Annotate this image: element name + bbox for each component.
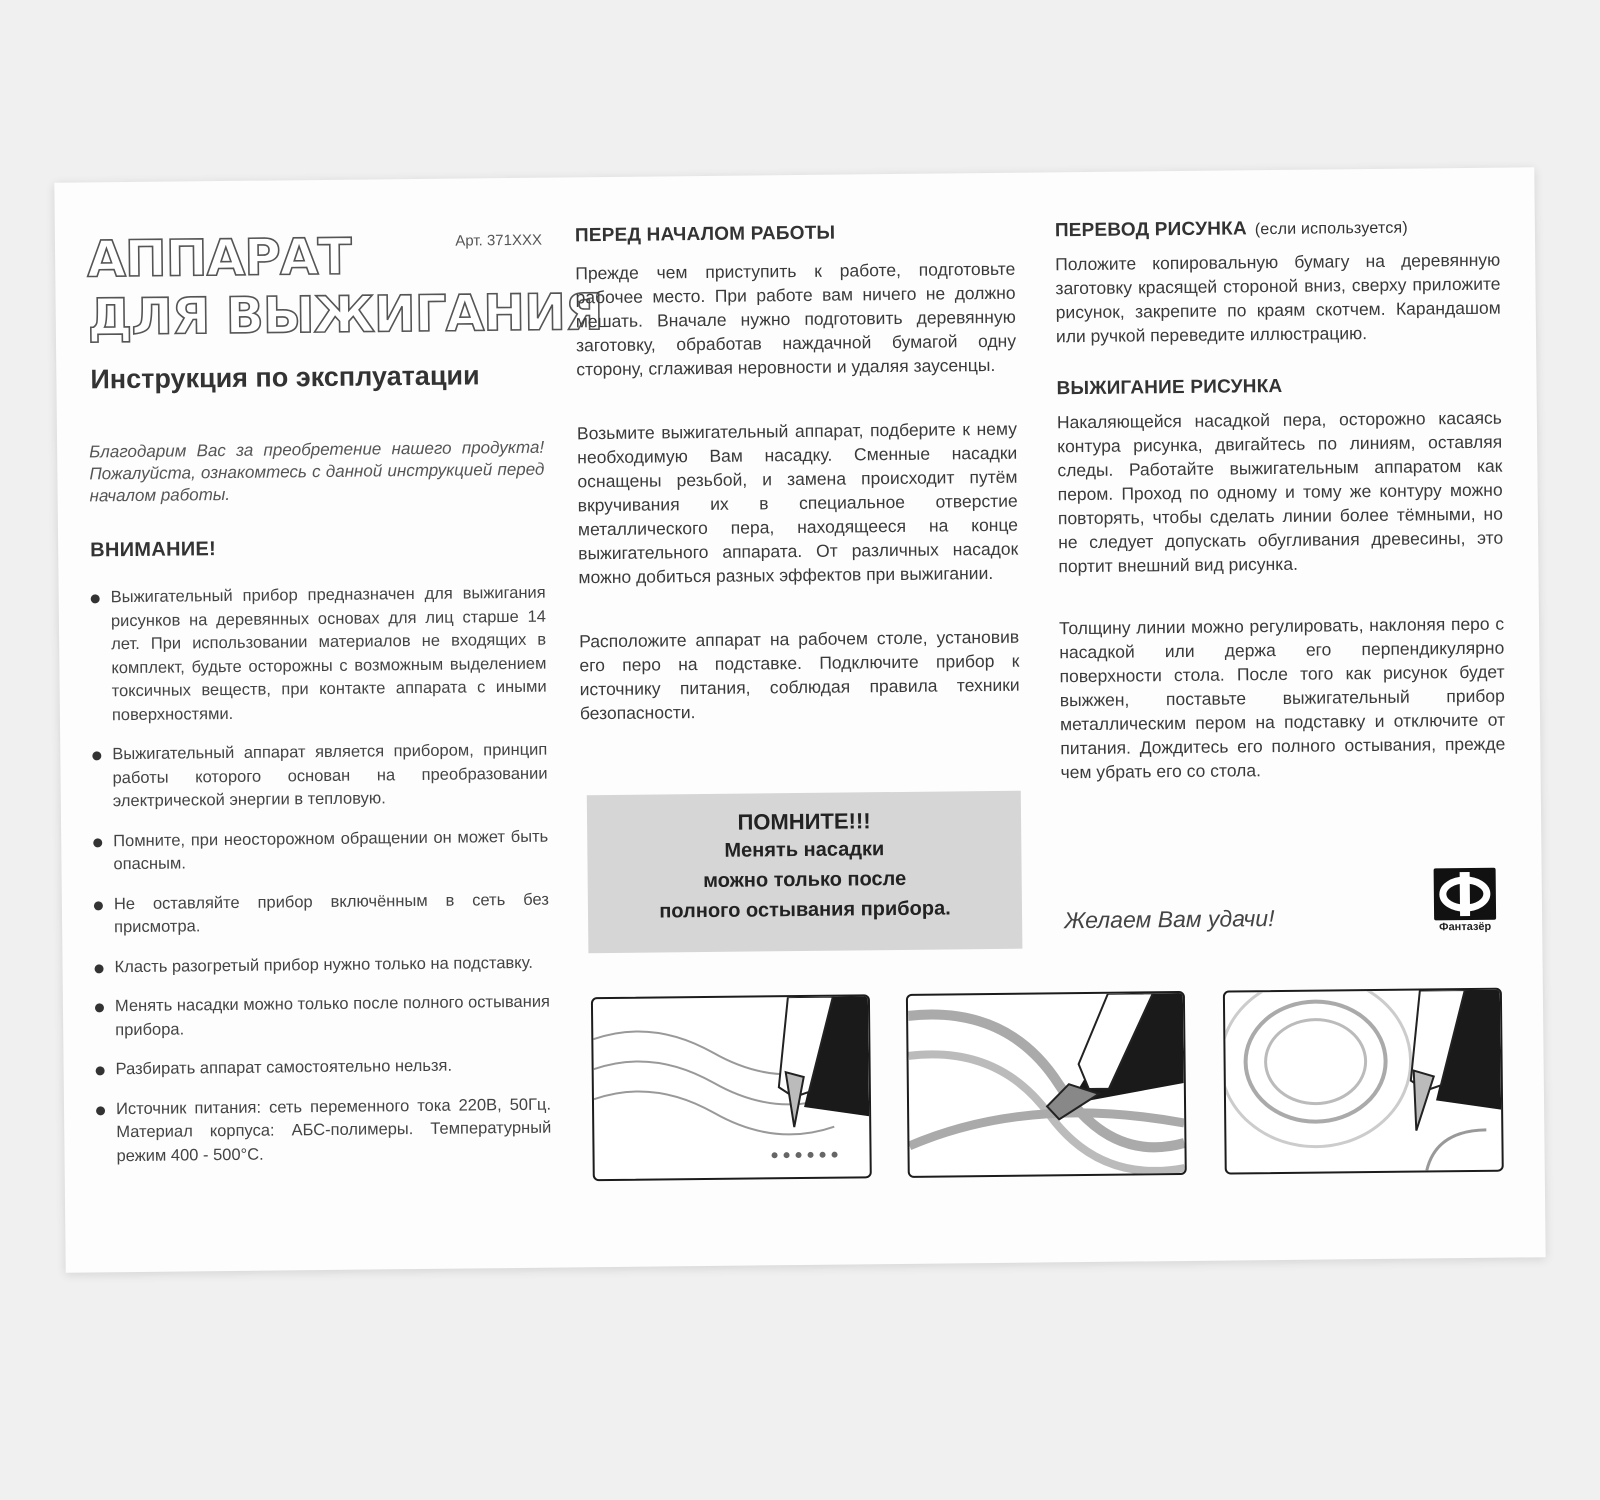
attention-item: Выжигательный прибор предназначен для выжигания рисунков на деревянных основах для лиц старше 14 лет. При использовании материалов не входящих в комплект, будьте осторожны с возможным выделением токсичных веществ, при контакте аппарата с иными поверхностями. bbox=[91, 582, 547, 728]
attention-item: Помните, при неосторожном обращении он может быть опасным. bbox=[93, 825, 548, 877]
brand-logo bbox=[1432, 868, 1499, 934]
title-line-2: ДЛЯ ВЫЖИГАНИЯ bbox=[87, 283, 603, 347]
article-number: Арт. 371XXX bbox=[455, 231, 543, 250]
pen-drawing-waves-icon bbox=[593, 996, 870, 1179]
subtitle: Инструкция по эксплуатации bbox=[90, 360, 480, 395]
transfer-heading-text: ПЕРЕВОД РИСУНКА bbox=[1054, 218, 1247, 242]
right-column bbox=[1054, 168, 1506, 934]
transfer-paragraph: Положите копировальную бумагу на деревянную заготовку красящей стороной вниз, сверху приложите рисунок, закрепите по краям скотчем. Карандашом или ручкой переведите иллюстрацию. bbox=[1055, 249, 1501, 347]
instruction-sheet bbox=[54, 167, 1545, 1272]
attention-item: Класть разогретый прибор нужно только на подставку. bbox=[94, 951, 549, 979]
left-column bbox=[86, 178, 603, 1185]
attention-heading: ВНИМАНИЕ! bbox=[90, 538, 217, 562]
before-work-heading: ПЕРЕД НАЧАЛОМ РАБОТЫ bbox=[574, 222, 836, 247]
burning-paragraph-1: Накаляющейся насадкой пера, осторожно касаясь контура рисунка, двигайтесь по линиям, оставляя следы. Работайте выжигательным аппаратом как пером. Проход по одному и тому же контуру можно повторять, чтобы сделать линии более тёмными, но не следует допускать обугливания древесины, это портит внешний вид рисунка. bbox=[1056, 407, 1504, 577]
remember-line-1: Менять насадки bbox=[724, 838, 885, 862]
title-block bbox=[86, 226, 603, 347]
wish-text: Желаем Вам удачи! bbox=[1063, 905, 1275, 934]
attention-item: Выжигательный аппарат является прибором, принцип работы которого основан на преобразовании электрической энергии в тепловую. bbox=[92, 739, 548, 814]
transfer-heading bbox=[1055, 216, 1500, 243]
remember-line-2: можно только после bbox=[703, 867, 907, 893]
title-line-1: АППАРАТ bbox=[86, 227, 351, 289]
illustration-panel-3 bbox=[1223, 988, 1504, 1175]
remember-line-3: полного остывания прибора. bbox=[659, 897, 951, 923]
attention-item: Менять насадки можно только после полного остывания прибора. bbox=[95, 991, 550, 1043]
brand-logo-icon bbox=[1434, 868, 1497, 921]
attention-item: Источник питания: сеть переменного тока 220В, 50Гц. Материал корпуса: АБС-полимеры. Температурный режим 400 - 500°С. bbox=[96, 1093, 552, 1168]
remember-title: ПОМНИТЕ!!! bbox=[737, 808, 871, 835]
transfer-heading-note: (если используется) bbox=[1254, 219, 1408, 239]
attention-list bbox=[91, 582, 552, 1169]
before-work-paragraph-2: Возьмите выжигательный аппарат, подберите к нему необходимую Вам насадку. Сменные насадки оснащены резьбой, и замена происходит путём вкручивания их в специальное отверстие металлического пера, находящееся на конце выжигательного аппарата. От различных насадок можно добиться разных эффектов при выжигании. bbox=[576, 418, 1019, 588]
middle-column bbox=[574, 173, 1020, 923]
brand-name: Фантазёр bbox=[1439, 920, 1492, 934]
attention-item: Не оставляйте прибор включённым в сеть без присмотра. bbox=[94, 888, 549, 940]
burning-heading: ВЫЖИГАНИЕ РИСУНКА bbox=[1056, 375, 1283, 400]
pen-drawing-swirls-icon bbox=[908, 993, 1185, 1176]
attention-item: Разбирать аппарат самостоятельно нельзя. bbox=[96, 1054, 551, 1082]
before-work-paragraph-1: Прежде чем приступить к работе, подготовьте рабочее место. При работе вам ничего не должно мешать. Вначале нужно подготовить деревянную заготовку, обработав наждачной бумагой одну сторону, сглаживая неровности и удаляя заусенцы. bbox=[575, 258, 1017, 380]
remember-box bbox=[587, 791, 1023, 954]
illustration-panel-1 bbox=[591, 994, 872, 1181]
illustration-panel-2 bbox=[906, 991, 1187, 1178]
thanks-text: Благодарим Вас за преобретение нашего продукта! Пожалуйста, ознакомтесь с данной инструкцией перед началом работы. bbox=[89, 437, 545, 506]
burning-paragraph-2: Толщину линии можно регулировать, наклоняя перо с насадкой или держа его перпендикулярно поверхности стола. После того как рисунок будет выжжен, поставьте выжигательный прибор металлическим пером на подставку и отключите от питания. Дождитесь его полного остывания, прежде чем убрать его со стола. bbox=[1058, 613, 1506, 783]
pen-drawing-circles-icon bbox=[1225, 990, 1502, 1173]
before-work-paragraph-3: Расположите аппарат на рабочем столе, установив его перо на подставке. Подключите прибор к источнику питания, соблюдая правила техники безопасности. bbox=[579, 626, 1020, 724]
